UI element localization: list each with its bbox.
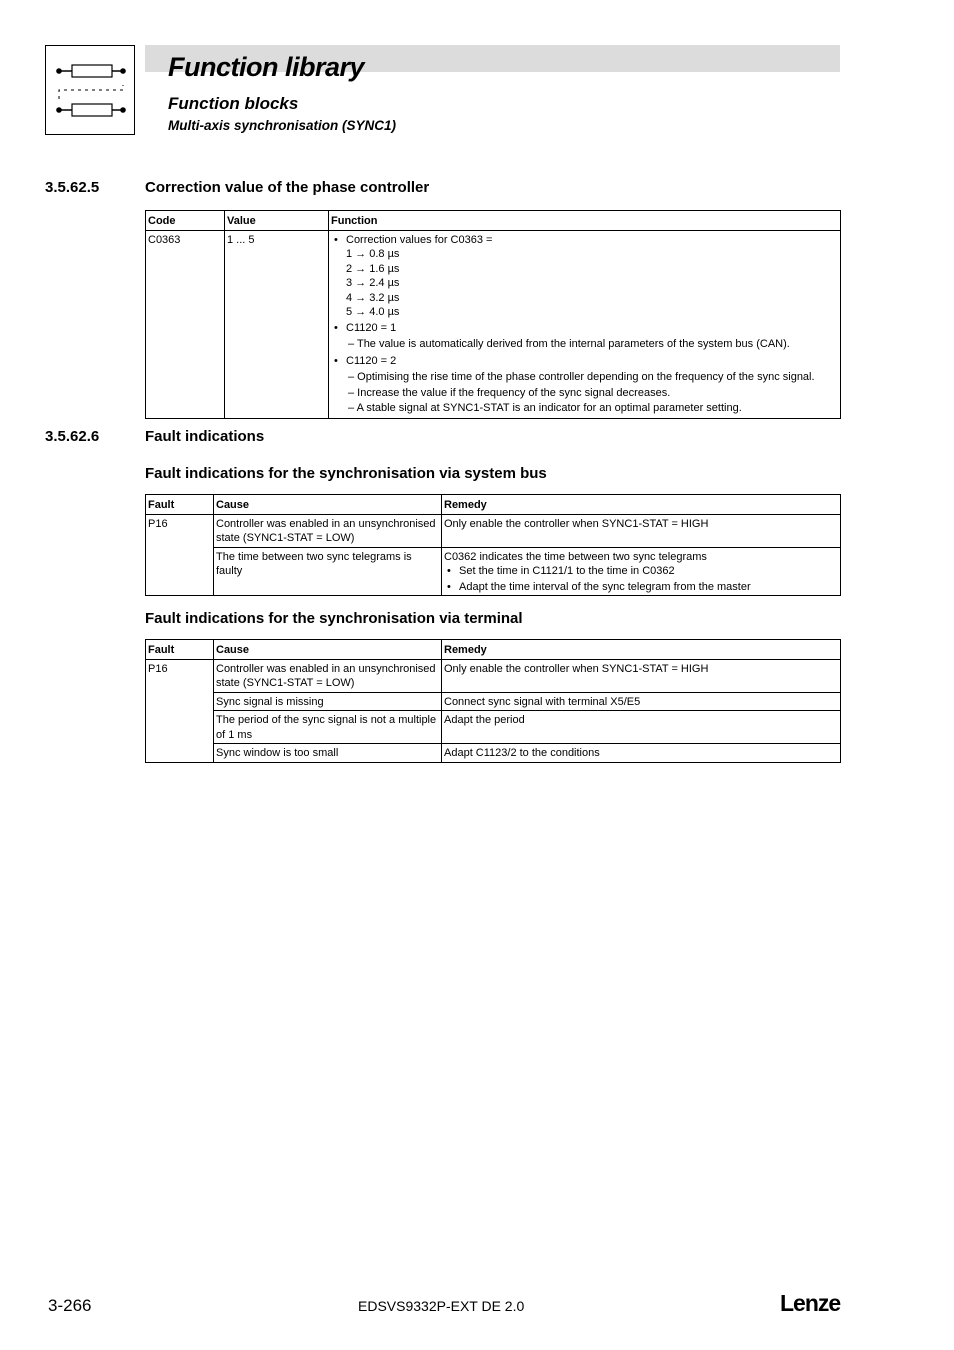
remedy-cell: Connect sync signal with terminal X5/E5: [442, 692, 841, 711]
table-header-fault: Fault: [146, 640, 214, 660]
list-item: • C1120 = 2 – Optimising the rise time of the phase controller depending on the frequency of the sync signal. – Increase the value if the frequency of the sync signal decreases. – A stable signal at SYNC1-STAT is an indicator for an optimal parameter setting.: [331, 354, 838, 416]
table-header-cause: Cause: [214, 640, 442, 660]
code-cell: C0363: [146, 230, 225, 418]
table-header-function: Function: [329, 211, 841, 231]
table-header-row: [146, 640, 841, 660]
fault-terminal-heading: Fault indications for the synchronisation via terminal: [145, 610, 523, 627]
page-number: 3-266: [48, 1296, 92, 1315]
table-header-row: [146, 495, 841, 515]
table-header-value: Value: [225, 211, 329, 231]
table-row: [146, 659, 841, 692]
remedy-cell: Only enable the controller when SYNC1-STAT = HIGH: [442, 514, 841, 547]
cause-cell: Controller was enabled in an unsynchronised state (SYNC1-STAT = LOW): [214, 514, 442, 547]
list-item: • Set the time in C1121/1 to the time in C0362: [444, 564, 838, 579]
cause-cell: Controller was enabled in an unsynchronised state (SYNC1-STAT = LOW): [214, 659, 442, 692]
table-row: [146, 744, 841, 763]
table-row: [146, 692, 841, 711]
fault-bus-heading: Fault indications for the synchronisation via system bus: [145, 465, 547, 482]
cause-cell: Sync window is too small: [214, 744, 442, 763]
resistor-diagram-icon: [46, 46, 134, 134]
table-row: [146, 514, 841, 547]
table-header-remedy: Remedy: [442, 495, 841, 515]
section-title: Correction value of the phase controller: [145, 179, 430, 196]
fault-bus-table: [145, 494, 841, 596]
page-subsubtitle: Multi-axis synchronisation (SYNC1): [168, 118, 397, 133]
document-id: EDSVS9332P-EXT DE 2.0: [358, 1298, 525, 1314]
remedy-cell: Adapt the period: [442, 711, 841, 744]
cause-cell: Sync signal is missing: [214, 692, 442, 711]
section-number: 3.5.62.5: [45, 179, 100, 196]
list-item: • Adapt the time interval of the sync telegram from the master: [444, 580, 838, 595]
remedy-cell: C0362 indicates the time between two sync telegrams • Set the time in C1121/1 to the time in C0362 • Adapt the time interval of the sync telegram from the master: [442, 547, 841, 596]
page-subtitle: Function blocks: [168, 94, 299, 113]
remedy-cell: Only enable the controller when SYNC1-STAT = HIGH: [442, 659, 841, 692]
cause-cell: The period of the sync signal is not a multiple of 1 ms: [214, 711, 442, 744]
value-cell: 1 ... 5: [225, 230, 329, 418]
remedy-cell: Adapt C1123/2 to the conditions: [442, 744, 841, 763]
brand-logo: Lenze: [780, 1290, 841, 1316]
fault-code-cell: P16: [146, 659, 214, 762]
table-row: [146, 711, 841, 744]
fault-code-cell: P16: [146, 514, 214, 596]
page-title: Function library: [168, 52, 365, 82]
table-header-fault: Fault: [146, 495, 214, 515]
table-header-remedy: Remedy: [442, 640, 841, 660]
phase-controller-table: [145, 210, 841, 419]
cause-cell: The time between two sync telegrams is faulty: [214, 547, 442, 596]
section-number: 3.5.62.6: [45, 428, 100, 445]
table-header-row: [146, 211, 841, 231]
table-header-cause: Cause: [214, 495, 442, 515]
function-block-diagram-icon: [45, 45, 135, 135]
list-item: • Correction values for C0363 = 1 → 0.8 µs 2 → 1.6 µs 3 → 2.4 µs 4 → 3.2 µs 5 → 4.0 µs: [331, 233, 838, 320]
section-title: Fault indications: [145, 428, 265, 445]
function-cell: [329, 230, 841, 418]
table-row: [146, 547, 841, 596]
table-row: [146, 230, 841, 418]
fault-terminal-table: [145, 639, 841, 763]
table-header-code: Code: [146, 211, 225, 231]
list-item: • C1120 = 1 – The value is automatically derived from the internal parameters of the system bus (CAN).: [331, 321, 838, 352]
